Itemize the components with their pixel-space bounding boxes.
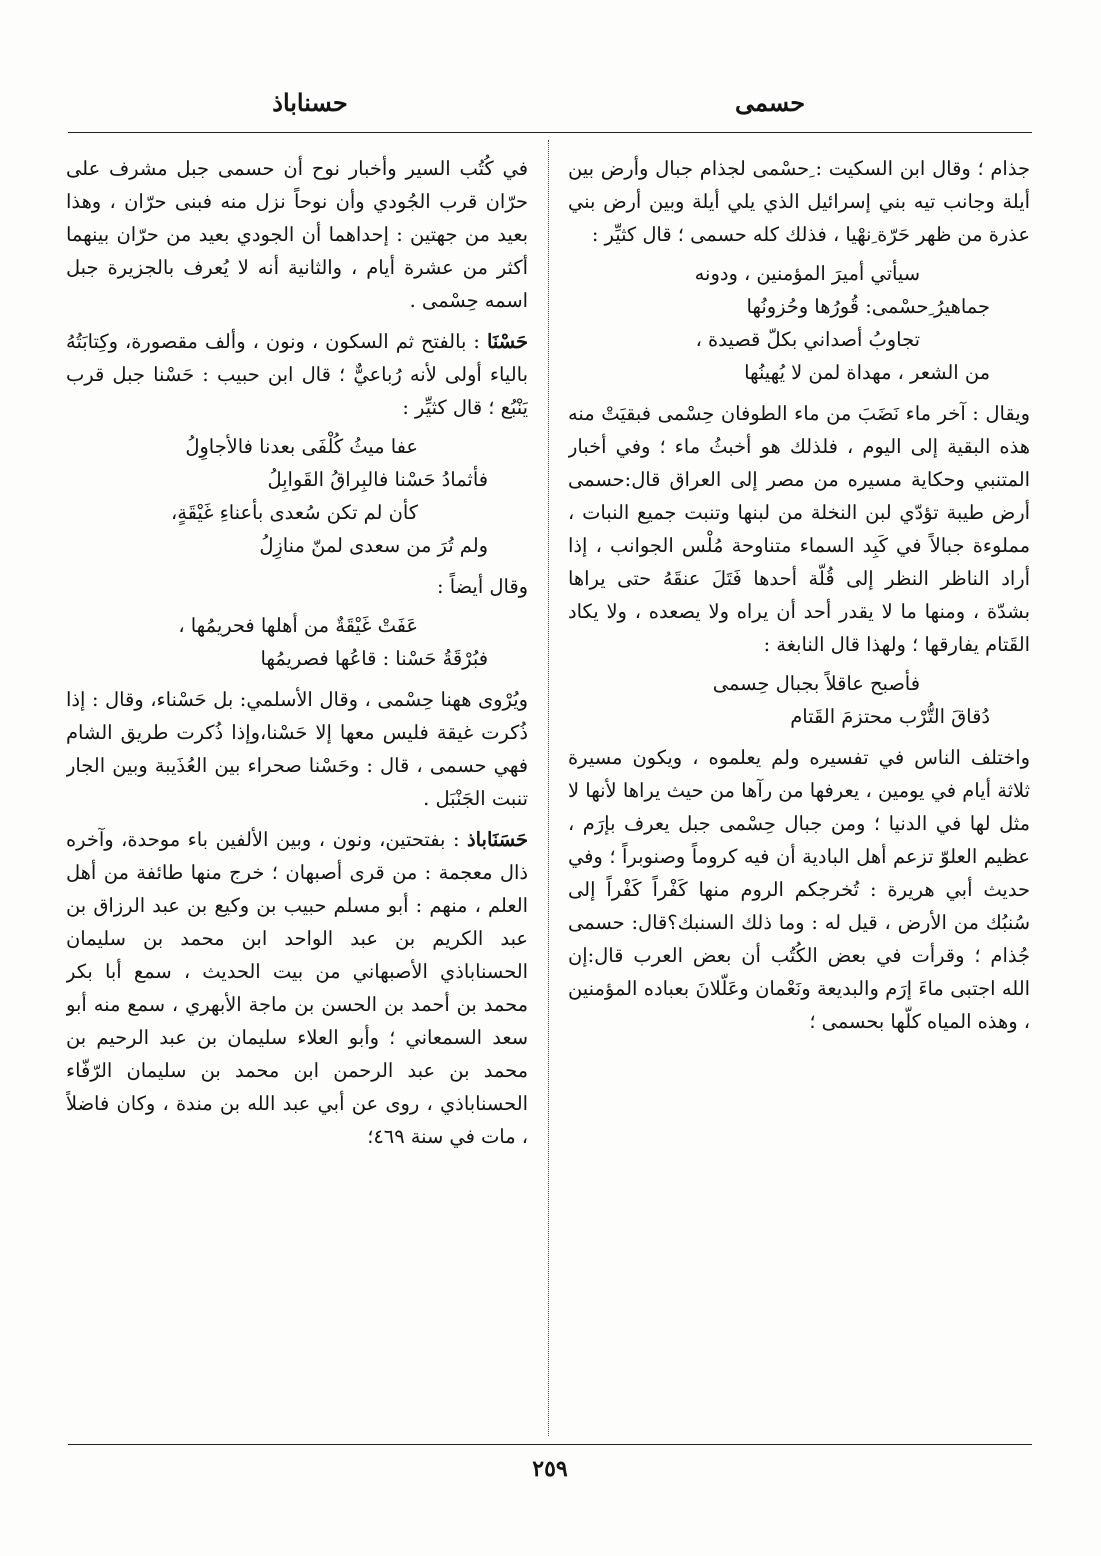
verse-line: جماهيرُ ِحسْمى: قُورُها وحُزونُها [746, 295, 990, 318]
top-rule [68, 132, 1032, 133]
verse-line: عفا ميثُ كُلْفَى بعدنا فالأجاوِلُ [185, 435, 418, 458]
entry-text: : بفتحتين، ونون ، وبين الألفين باء موحدة، وآخره ذال معجمة : من قرى أصبهان ؛ خرج منها طائفة من أهل العلم ، منهم : أبو مسلم حبيب بن وكيع بن عبد الرزاق بن عبد الكريم بن عبد الواحد ابن محمد بن سليمان الحسناباذي الأصبهاني من بيت الحديث ، سمع أبا بكر محمد بن أحمد بن الحسن بن ماجة الأبهري ، سمع منه أبو سعد السمعاني ؛ وأبو العلاء سليمان بن عبد الرحيم بن محمد بن عبد الرحمن ابن محمد بن سليمان الرّفّاء الحسناباذي ، روى عن أبي عبد الله بن مندة ، وكان فاضلاً ، مات في سنة ٤٦٩؛ [66, 828, 528, 1148]
entry-headword: حَسَنَاباذ [467, 828, 528, 851]
verse-line: تجاوبُ أصداني بكلّ قصيدة ، [695, 328, 920, 351]
page-number: ٢٥٩ [532, 1456, 568, 1482]
verse-line: دُقاقَ التُّرْب محتزمَ القَتام [790, 705, 990, 728]
verse-line: عَفَتْ غَيْقَةٌ من أهلها فحريمُها ، [178, 614, 418, 637]
dictionary-entry [66, 823, 528, 1153]
verse-block [568, 257, 1030, 389]
right-column [568, 152, 1030, 1432]
verse-block [568, 667, 1030, 733]
column-divider [548, 140, 549, 1436]
verse-line: فأثمادُ حَسْنا فالبِراقُ القَوابِلُ [267, 468, 488, 491]
verse-block [66, 430, 528, 562]
entry-text: : بالفتح ثم السكون ، ونون ، وألف مقصورة، وكِتابَتُهُ بالياء أولى لأنه رُباعيٌّ ؛ قال ابن حبيب : حَسْنا جبل قرب يَنْبُع ؛ قال كثيِّر : [66, 330, 528, 419]
paragraph: في كُتُب السير وأخبار نوح أن حسمى جبل مشرف على حرّان قرب الجُودي وأن نوحاً نزل منه فبنى حرّان ، وهذا بعيد من جهتين : إحداهما أن الجودي بعيد من حرّان بينهما أكثر من عشرة أيام ، والثانية أنه لا يُعرف بالجزيرة جبل اسمه حِسْمى . [66, 157, 528, 312]
paragraph: وقال أيضاً : [437, 575, 528, 598]
verse-line: فبُرْقَةُ حَسْنا : قاعُها فصريمُها [260, 647, 488, 670]
paragraph: ويقال : آخر ماء نَضَبَ من ماء الطوفان حِسْمى فبقيَتْ منه هذه البقية إلى اليوم ، فلذلك هو أخبثُ ماء ؛ وفي أخبار المتنبي وحكاية مسيره من مصر إلى العراق قال:حسمى أرض طيبة تؤدّي لبن النخلة من لبنها وتنبت جميع النبات ، مملوءة جبالاً في كَبِد السماء متناوحة مُلْس الجوانب ، إذا أراد الناظر النظر إلى قُلّة أحدها فَتَلَ عنقَهُ حتى يراها بشدّة ، ومنها ما لا يقدر أحد أن يراه ولا يصعده ، ولا يكاد القَتام يفارقها ؛ ولهذا قال النابغة : [568, 402, 1030, 656]
bottom-rule [68, 1444, 1032, 1445]
running-head-right: حسمى [734, 88, 806, 117]
verse-line: فأصبح عاقلاً بجبال حِسمى [712, 672, 920, 695]
verse-line: كأن لم تكن سُعدى بأعناءِ غَيْقَةٍ، [170, 501, 418, 524]
paragraph: ُجذام ؛ وقال ابن السكيت : ِحسْمى لجذام جبال وأرض بين أيلة وجانب تيه بني إسرائيل الذي يلي أيلة وبين أرض بني ُعذرة من ظهر حَرّة ِنهْيا ، فذلك كله حسمى ؛ قال كثيِّر : [568, 157, 1030, 246]
dictionary-entry [66, 325, 528, 424]
verse-line: سيأتي أميرَ المؤمنين ، ودونه [694, 262, 920, 285]
verse-block [66, 609, 528, 675]
paragraph: ويُرْوى ههنا حِسْمى ، وقال الأسلمي: بل حَسْناء، وقال : إذا ذُكرت غيقة فليس معها إلا حَسْنا،وإذا ذُكرت طريق الشام فهي حسمى ، قال : وحَسْنا صحراء بين العُذَيبة وبين الجار تنبت الجَنْبَل . [66, 688, 528, 810]
left-column [66, 152, 528, 1432]
verse-line: ولم تُرَ من سعدى لمنّ منازِلُ [259, 534, 488, 557]
verse-line: من الشعر ، مهداة لمن لا يُهينُها [744, 361, 990, 384]
entry-headword: حَسْنَا [486, 330, 528, 353]
running-head-left: حسناباذ [272, 88, 348, 117]
paragraph: واختلف الناس في تفسيره ولم يعلموه ، ويكون مسيرة ثلاثة أيام في يومين ، يعرفها من رآها من حيث يراها لأنها لا مثل لها في الدنيا ؛ ومن جبال حِسْمى جبل يعرف بإرَم ، عظيم العلوّ تزعم أهل البادية أن فيه كروماً وصنوبراً ؛ وفي حديث أبي هريرة : تُخرجكم الروم منها كَفْراً كَفْراً إلى سُنبُك من الأرض ، قيل له : وما ذلك السنبك؟قال: حسمى جُذام ؛ وقرأت في بعض الكُتُب أن بعض العرب قال:إن الله اجتبى ماءَ إرَم والبديعة ونَعْمان وعَلّلانَ بعباده المؤمنين ، وهذه المياه كلّها بحسمى ؛ [568, 746, 1030, 1033]
